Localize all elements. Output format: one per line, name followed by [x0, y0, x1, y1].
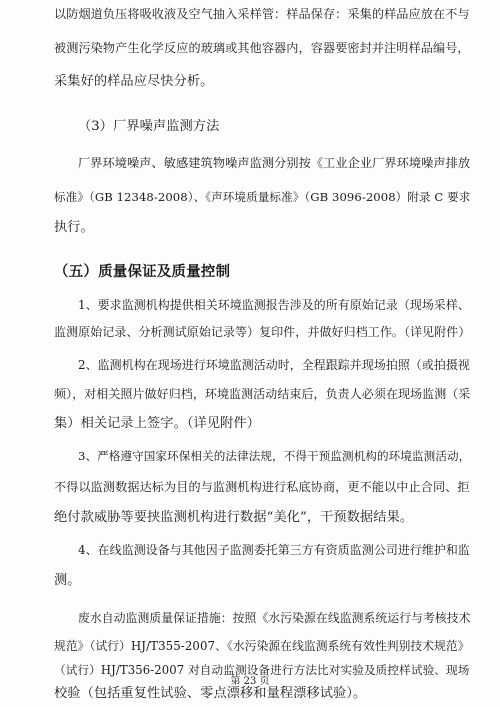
- text-line: 废水自动监测质量保证措施：按照《水污染源在线监测系统运行与考核技术: [78, 611, 471, 625]
- text-line: 4、在线监测设备与其他因子监测委托第三方有资质监测公司进行维护和监: [78, 543, 470, 557]
- text-line: 绝付款威胁等要挟监测机构进行数据“美化”，干预数据结果。: [54, 510, 414, 525]
- text-line: 集）相关记录上签字。（详见附件）: [54, 416, 260, 431]
- text-line: 不得以监测数据达标为目的与监测机构进行私底协商，更不能以中止合同、拒: [54, 480, 470, 494]
- text-line: 测。: [54, 573, 81, 588]
- section-subheading: （3）厂界噪声监测方法: [78, 119, 220, 134]
- section-heading: （五）质量保证及质量控制: [54, 264, 231, 280]
- text-line: 被测污染物产生化学反应的玻璃或其他容器内，容器要密封并注明样品编号，: [54, 41, 470, 55]
- text-line: 监测原始记录、分析测试原始记录等）复印件，并做好归档工作。（详见附件）: [54, 325, 471, 339]
- text-line: 频），对相关照片做好归档，环境监测活动结束后，负责人必须在现场监测（采: [54, 387, 471, 401]
- page-number: 第 23 页: [230, 676, 270, 687]
- text-line: 厂界环境噪声、敏感建筑物噪声监测分别按《工业企业厂界环境噪声排放: [78, 156, 471, 170]
- text-line: 校验（包括重复性试验、零点漂移和量程漂移试验）。: [54, 686, 367, 701]
- text-line: 2、监测机构在现场进行环境监测活动时，全程跟踪并现场拍照（或拍摄视: [78, 358, 470, 372]
- text-line: 规范》（试行）HJ/T355-2007、《水污染源在线监测系统有效性判别技术规范》: [54, 639, 470, 653]
- text-line: 标准》（GB 12348-2008）、《声环境质量标准》（GB 3096-2008）附录 C 要求: [54, 190, 471, 204]
- text-line: 采集好的样品应尽快分析。: [54, 74, 214, 89]
- text-line: 3、严格遵守国家环保相关的法律法规，不得干预监测机构的环境监测活动，: [78, 449, 471, 463]
- text-line: 执行。: [54, 220, 94, 235]
- text-line: （试行）HJ/T356-2007 对自动监测设备进行方法比对实验及质控样试验、现场: [54, 663, 470, 677]
- text-line: 1、要求监测机构提供相关环境监测报告涉及的所有原始记录（现场采样、: [78, 298, 470, 312]
- text-line: 以防烟道负压将吸收液及空气抽入采样管：样品保存：采集的样品应放在不与: [54, 7, 470, 21]
